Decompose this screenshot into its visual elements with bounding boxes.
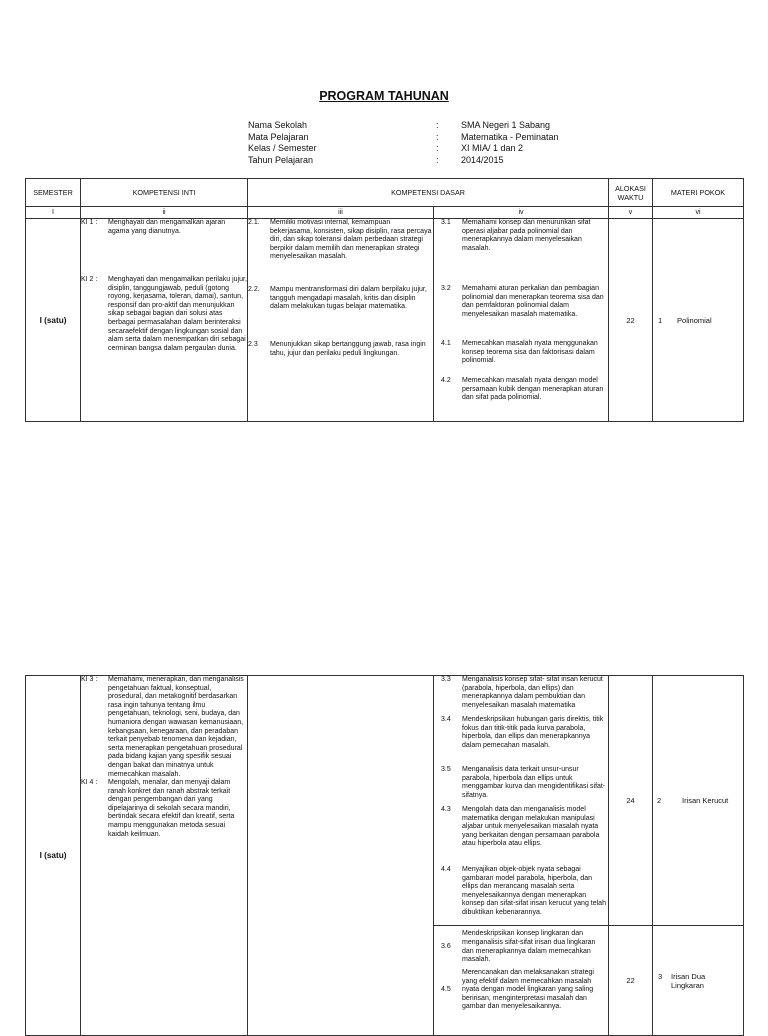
alokasi-cell: 24 [609,676,653,926]
kd-text: Menyajikan objek-objek nyata sebagai gambaran model parabola, hiperbola, dan ellips dan merancang masalah serta menyelesaikannya dengan menerapkan konsep dan sifat-sifat irisan kerucut yang telah dibuktikan kebenarannya. [462,866,606,916]
school-info [248,120,559,166]
kd-text: Memahami konsep dan menurunkan sifat operasi aljabar pada polinomial dan menerapkannya dalam menyelesaikan masalah. [462,219,591,252]
info-row-year [248,155,559,167]
kd-text: Menganalisis konsep sifat- sifat irisan kerucut (parabola, hiperbola, dan ellips) dan menerapkannya dalam pembuktian dan menyelesaikan masalah matematika [462,676,603,709]
kd-text: Menunjukkan sikap bertanggung jawab, rasa ingin tahu, jujur dan perilaku peduli lingkungan. [270,341,426,357]
ki-item [81,219,247,276]
kd-number: 3.2 [441,285,451,292]
kd-item [248,219,433,286]
ki-text: Menghayati dan mengamalkan ajaran agama yang dianutnya. [108,219,226,235]
kd-item [434,676,608,716]
semester-cell: I (satu) [26,676,81,1036]
kd-number: 2.3 [248,341,258,348]
materi-number: 1 [658,315,663,325]
info-value: 2014/2015 [461,154,504,165]
kd-number: 3.1 [441,219,451,226]
kd-pengetahuan-cell [434,219,609,422]
materi-item [653,972,743,990]
kd-number: 4.3 [441,806,451,813]
ki-item [81,276,247,353]
info-label: Tahun Pelajaran [248,154,314,165]
kd-number: 2.2. [248,286,260,293]
kd-sikap-cell [248,676,434,1036]
kd-item [434,377,608,403]
info-row-subject [248,132,559,144]
kd-text: Mendeskripsikan hubungan garis direktis, titik fokus dan titik-titik pada kurva parabola, hiperbola, dan ellips dan menerapkannya dalam pemecahan masalah. [462,716,604,749]
materi-cell [653,926,744,1036]
kd-item [248,286,433,341]
info-value: SMA Negeri 1 Sabang [461,120,551,130]
kd-item [434,285,608,340]
kd-pengetahuan-cell [434,926,609,1036]
semester-cell: I (satu) [26,219,81,422]
materi-cell [653,219,744,422]
materi-text: Polinomial [677,315,712,325]
kd-number: 3.5 [441,766,451,773]
ki-text: Memahami, menerapkan, dan menganalisis pengetahuan faktual, konseptual, prosedural, dan metakognitif berdasarkan rasa ingin tahunya tentang ilmu pengetahuan, teknologi, seni, budaya, dan humaniora dengan wawasan kemanusiaan, kebangsaan, kenegaraan, dan peradaban terkait penyebab tenomena dan kejadian, serta menerapkan pengetahuan prosedural pada bidang kajian yang spesifik sesuai dengan bakat dan minatnya untuk memecahkan masalah. [108,676,244,778]
kd-text: Mengolah data dan menganalisis model matematika dengan melakukan manipulasi aljabar untuk menyelesaikan masalah nyata yang berkaitan dengan persamaan parabola atau hiperbola atau ellips. [462,806,600,848]
kd-number: 2.1. [248,219,260,226]
roman-label: iii [248,207,434,219]
roman-label: I [26,207,81,219]
info-row-class [248,143,559,155]
program-table-1 [25,178,744,422]
alokasi-cell: 22 [609,926,653,1036]
info-separator: : [436,154,439,165]
kd-text: Mampu mentransformasi diri dalam berpilaku jujur, tangguh mengadapi masalah, kritis dan disiplin dalam melakukan tugas belajar matematika. [270,286,427,311]
kd-item [434,340,608,377]
kd-text: Memiliki motivasi internal, kemampuan bekerjasama, konsisten, sikap disiplin, rasa percaya diri, dan sikap toleransi dalam perbedaan strategi berpikir dalam memilih dan menerapkan strategi menyelesaikan masalah. [270,219,432,261]
info-row-school [248,120,559,132]
kd-text: Menganalisis data terkait unsur-unsur parabola, hiperbola dan ellips untuk menggambar kurva dan mengidentifikasi sifat-sifatnya. [462,766,606,799]
kd-item [434,716,608,766]
header-alokasi-waktu: ALOKASI WAKTU [609,179,653,207]
kd-number: 4.2 [441,377,451,384]
ki-item [81,779,247,839]
materi-number: 2 [657,796,662,805]
info-separator: : [436,120,439,130]
materi-cell [653,676,744,926]
kd-item [434,969,608,1012]
alokasi-cell: 22 [609,219,653,422]
ki-text: Menghayati dan mengamalkan perilaku jujur, disiplin, tanggungjawab, peduli (gotong royong, kerjasama, toleran, damai), santun, responsif dan pro-aktif dan menunjukkan sikap sebagai bagian dari solusi atas berbagai permasalahan dalam berinteraksi secaraefektif dengan lingkungan sosial dan alam serta dalam menempatkan diri sebagai cerminan bangsa dalam pergaulan dunia. [108,276,247,352]
kd-item [434,219,608,285]
kd-number: 3.6 [441,943,451,951]
ki-number: KI 2 : [81,276,98,283]
kd-number: 4.4 [441,866,451,873]
kd-item [434,926,608,969]
materi-text: Irisan Kerucut [682,796,729,805]
kd-item [434,806,608,866]
kd-text: Mendeskripsikan konsep lingkaran dan menganalisis sifat-sifat irisan dua lingkaran dan menerapkannya dalam memecahkan masalah. [462,930,596,964]
page-title: PROGRAM TAHUNAN [319,89,449,103]
header-semester: SEMESTER [26,179,81,207]
info-value: Matematika - Peminatan [461,131,559,142]
materi-text: Irisan Dua Lingkaran [671,971,706,990]
info-label: Mata Pelajaran [248,131,309,142]
info-label: Nama Sekolah [248,120,308,130]
header-materi-pokok: MATERI POKOK [653,179,744,207]
kd-sikap-cell [248,219,434,422]
roman-label: vi [653,207,744,219]
kd-pengetahuan-cell [434,676,609,926]
kd-number: 4.5 [441,986,451,994]
kd-text: Memahami aturan perkalian dan pembagian polinomial dan menerapkan teorema sisa dan dan pemfaktoran polinomial dalam menyelesaikan masalah matematika. [462,285,604,318]
ki-text: Mengolah, menalar, dan menyaji dalam ranah konkret dan ranah abstrak terkait dengan pengembangan dari yang dipelajarinya di sekolah secara mandiri, bertindak secara efektif dan kreatif, serta mampu menggunakan metoda sesuai kaidah keilmuan. [108,779,235,838]
kd-text: Merencanakan dan melaksanakan strategi yang efektif dalam memecahkan masalah nyata dengan model lingkaran yang saling beririsan, menginterpretasi masalah dan gambar dan menyelesaikannya. [462,969,594,1011]
ki-number: KI 4 : [81,779,98,786]
kd-number: 4.1 [441,340,451,347]
info-separator: : [436,131,439,142]
kd-number: 3.4 [441,716,451,723]
header-kompetensi-inti: KOMPETENSI INTI [81,179,248,207]
program-table-2 [25,675,744,1036]
kd-text: Memecahkan masalah nyata dengan model persamaan kubik dengan menerapkan aturan dan sifat pada polinomial. [462,377,604,402]
roman-label: iv [434,207,609,219]
ki-item [81,676,247,779]
roman-label: v [609,207,653,219]
info-label: Kelas / Semester [248,143,317,153]
kd-number: 3.3 [441,676,451,683]
kd-item [248,341,433,358]
roman-label: ii [81,207,248,219]
kd-item [434,866,608,918]
info-value: XI MIA/ 1 dan 2 [461,143,524,153]
kd-item [434,766,608,806]
ki-number: KI 1 : [81,219,98,226]
ki-cell [81,676,248,1036]
kd-text: Memecahkan masalah nyata menggunakan konsep teorema sisa dan faktorisasi dalam polinomial. [462,340,598,365]
info-separator: : [436,143,439,153]
ki-cell [81,219,248,422]
header-kompetensi-dasar: KOMPETENSI DASAR [248,179,609,207]
ki-number: KI 3 : [81,676,98,683]
materi-number: 3 [658,971,663,981]
